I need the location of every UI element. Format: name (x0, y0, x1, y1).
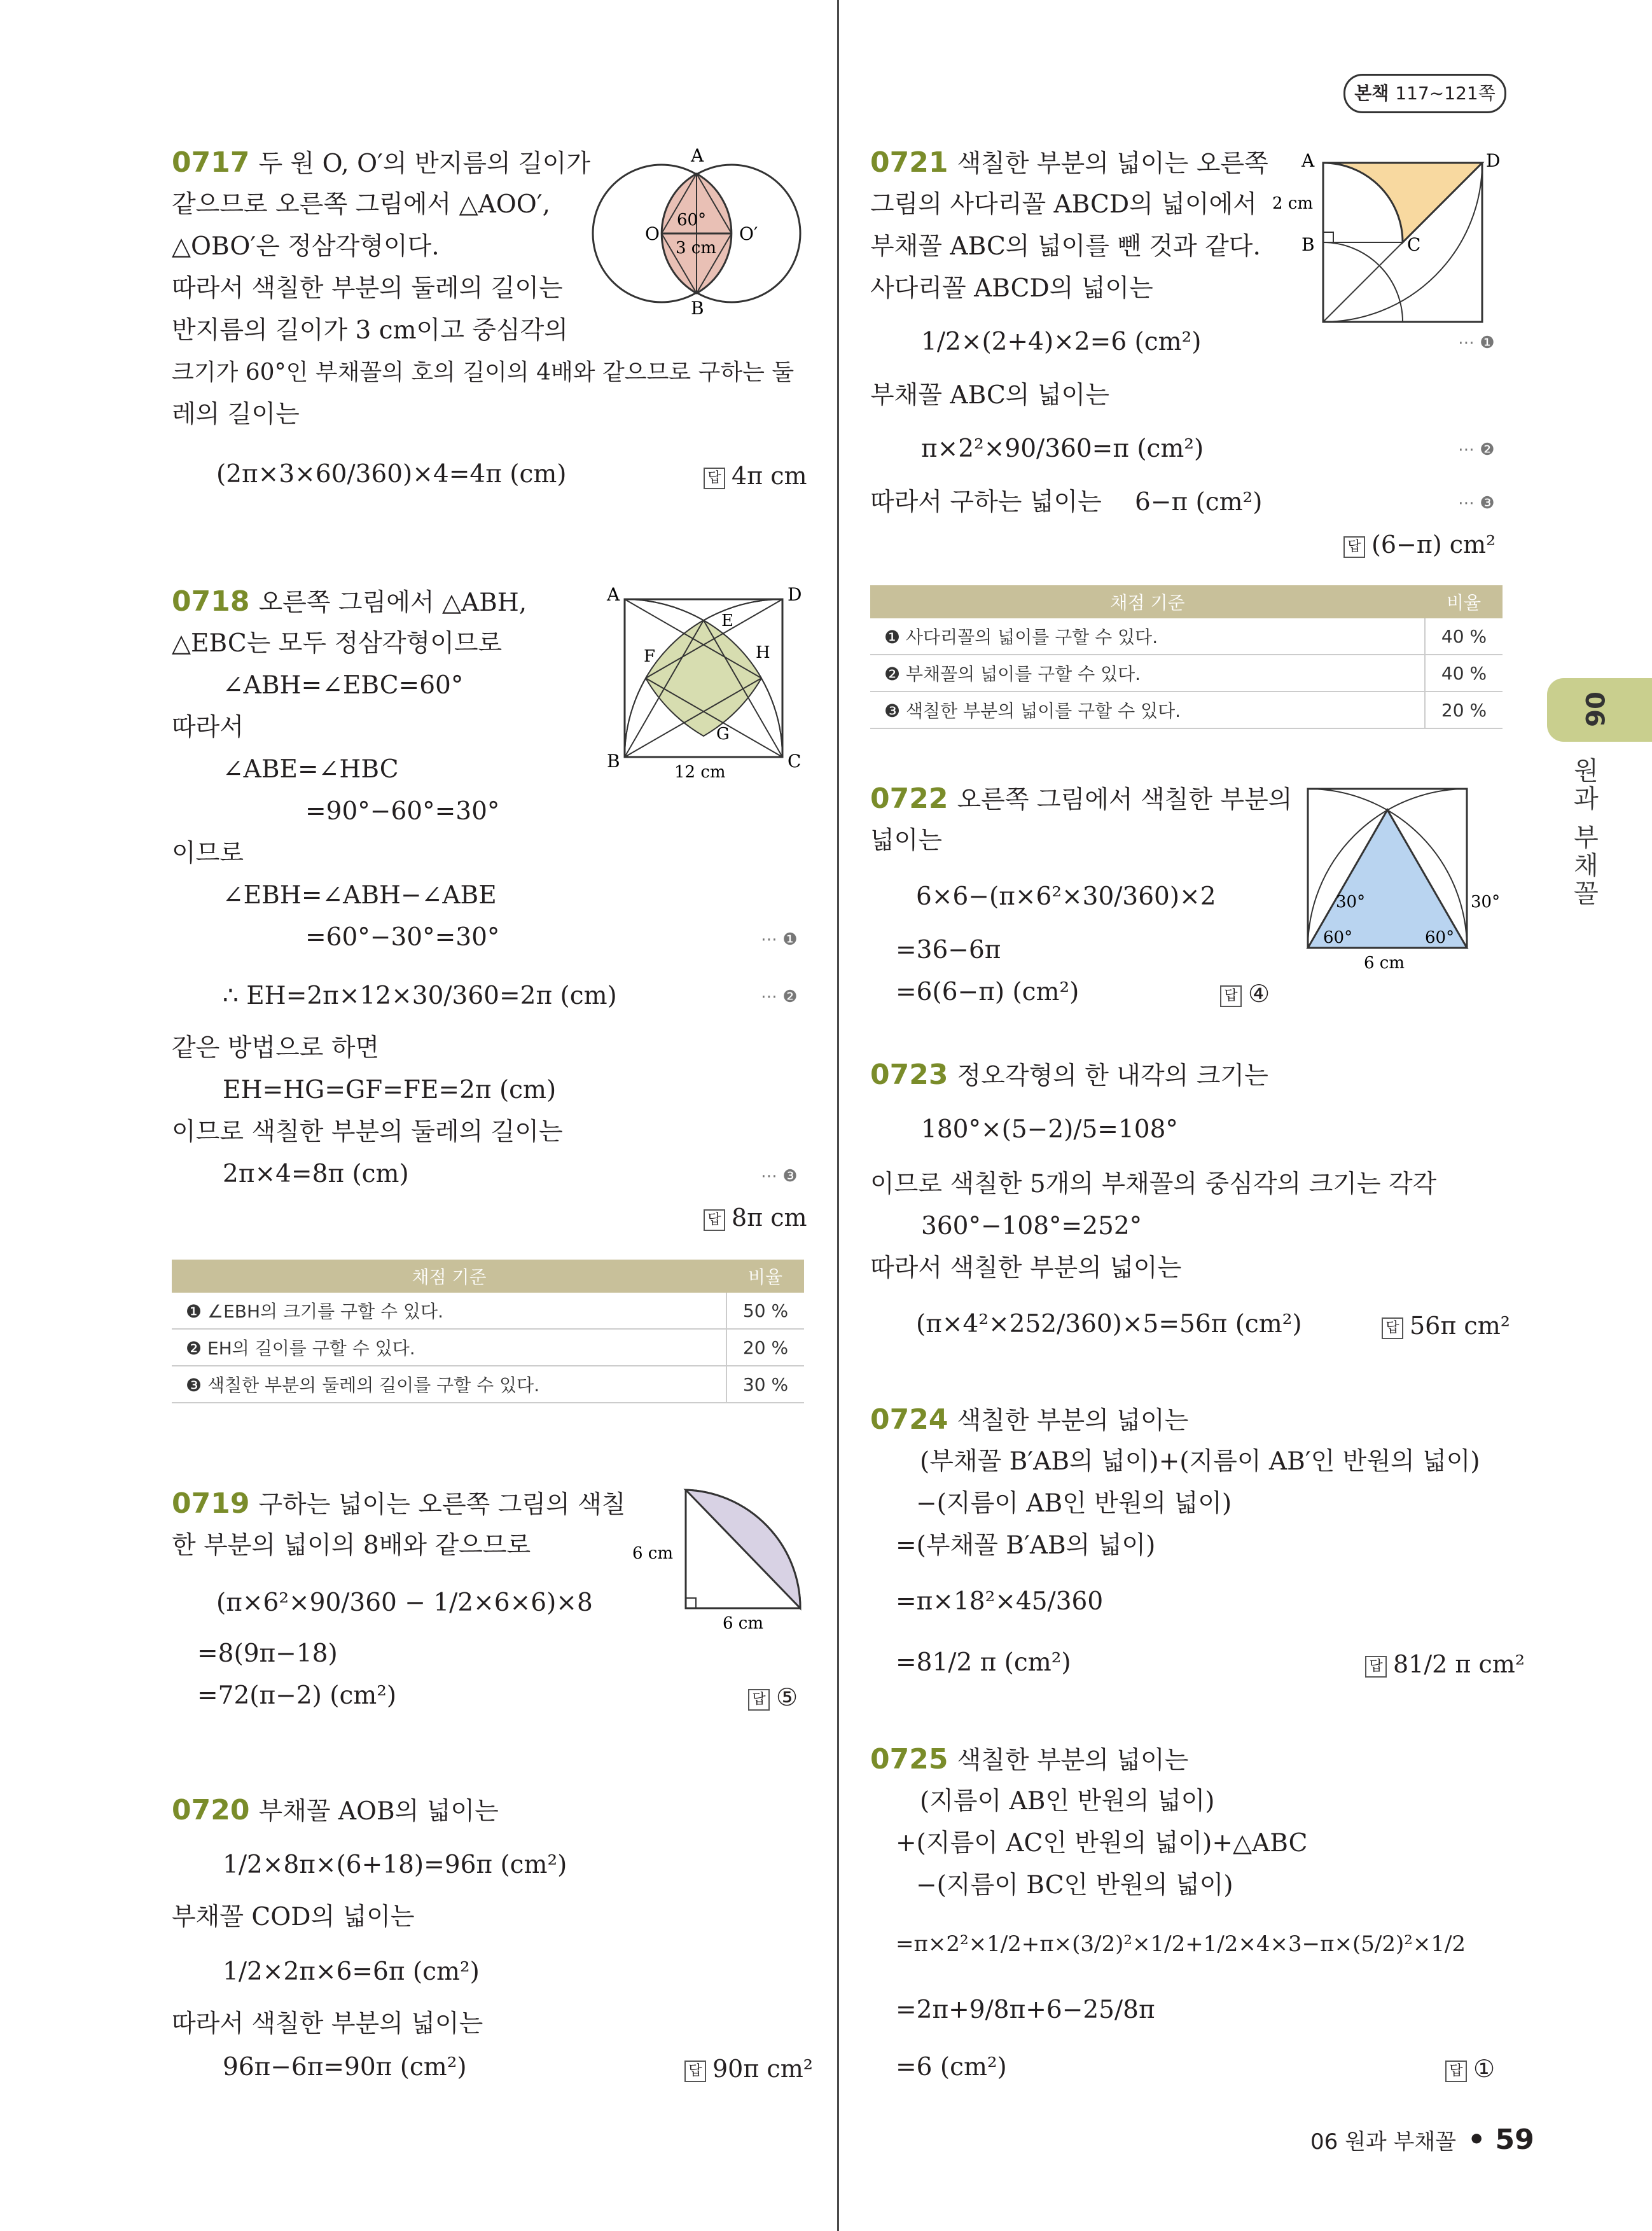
label-B: B (1301, 234, 1315, 255)
table-row: ❸ 색칠한 부분의 넓이를 구할 수 있다. 20 % (870, 692, 1503, 728)
chapter-side-title: 원과 부채꼴 (1569, 757, 1599, 908)
label-H: H (756, 643, 770, 662)
label-angle-3: 60° (1323, 928, 1353, 947)
table-row: ❸ 색칠한 부분의 둘레의 길이를 구할 수 있다. 30 % (172, 1366, 804, 1403)
equation: (2π×3×60/360)×4=4π (cm) (216, 460, 567, 489)
chapter-tab: 06 (1547, 678, 1652, 742)
problem-number: 0717 (172, 146, 250, 179)
scoring-table: 채점 기준 비율 ❶ 사다리꼴의 넓이를 구할 수 있다. 40 % ❷ 부채꼴의 넓이를 구할 수 있다. 40 % ❸ 색칠한 부분의 넓이를 구할 수 있다. 20 % (870, 585, 1503, 729)
label-base: 6 cm (723, 1614, 764, 1633)
answer: 답 56π cm² (1382, 1312, 1510, 1340)
label-angle-2: 30° (1471, 893, 1501, 912)
answer: 답 8π cm (704, 1204, 807, 1232)
table-row: ❷ EH의 길이를 구할 수 있다. 20 % (172, 1329, 804, 1366)
label-D: D (788, 584, 802, 605)
label-G: G (716, 725, 730, 744)
label-O: O (645, 223, 660, 244)
scoring-table: 채점 기준 비율 ❶ ∠EBH의 크기를 구할 수 있다. 50 % ❷ EH의 길이를 구할 수 있다. 20 % ❸ 색칠한 부분의 둘레의 길이를 구할 수 있다. 30 % (172, 1260, 804, 1403)
label-angle: 60° (677, 211, 707, 230)
label-B: B (691, 298, 704, 319)
page-footer: 06 원과 부채꼴 • 59 (1310, 2123, 1534, 2156)
label-length: 2 cm (1272, 194, 1314, 213)
figure-trapezoid (1266, 148, 1508, 332)
label-height: 6 cm (632, 1544, 674, 1563)
label-length: 6 cm (1364, 954, 1405, 973)
figure-two-circles (592, 148, 808, 319)
label-F: F (644, 647, 656, 666)
table-row: ❷ 부채꼴의 넓이를 구할 수 있다. 40 % (870, 655, 1503, 692)
label-A: A (607, 584, 620, 605)
label-D: D (1486, 150, 1501, 171)
label-C: C (1407, 234, 1421, 255)
answer: 답 (6−π) cm² (1343, 531, 1496, 559)
figure-square-triangle (1298, 784, 1508, 975)
answer: 답 ① (1445, 2055, 1495, 2083)
column-divider (837, 0, 839, 2231)
table-row: ❶ ∠EBH의 크기를 구할 수 있다. 50 % (172, 1293, 804, 1329)
label-C: C (788, 751, 802, 772)
page-number: • 59 (1468, 2123, 1534, 2156)
figure-square-arcs (603, 583, 808, 784)
table-row: ❶ 사다리꼴의 넓이를 구할 수 있다. 40 % (870, 618, 1503, 655)
answer: 답 81/2 π cm² (1365, 1650, 1525, 1678)
label-length: 12 cm (674, 763, 726, 782)
textbook-page-reference: 본책 117~121쪽 (1343, 74, 1506, 113)
label-A: A (1301, 150, 1315, 171)
answer: 답 ⑤ (748, 1683, 798, 1711)
answer: 답 90π cm² (684, 2055, 813, 2083)
label-E: E (721, 611, 733, 630)
label-O-prime: O′ (739, 223, 758, 244)
label-B: B (607, 751, 620, 772)
figure-sector (630, 1484, 808, 1639)
label-angle-1: 30° (1336, 893, 1366, 912)
label-angle-4: 60° (1425, 928, 1455, 947)
answer: 답 4π cm (704, 462, 807, 490)
answer: 답 ④ (1220, 980, 1270, 1008)
label-A: A (691, 148, 704, 166)
label-radius: 3 cm (676, 239, 717, 258)
